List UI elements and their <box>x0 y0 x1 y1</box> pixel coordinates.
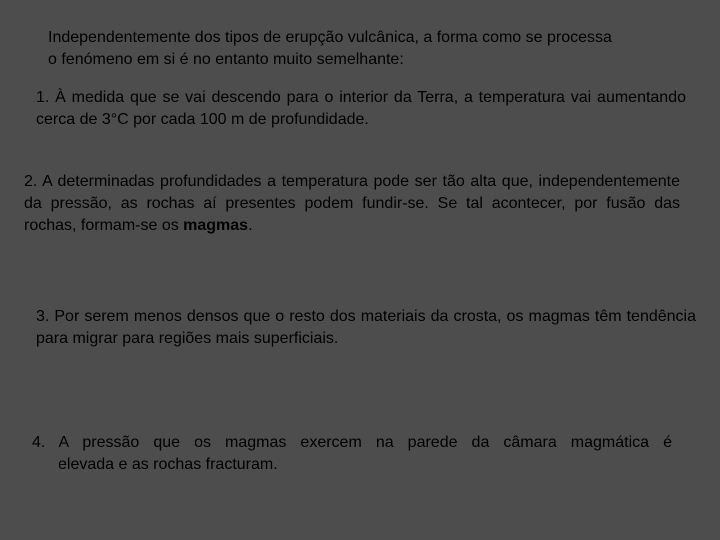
point-3: 3. Por serem menos densos que o resto dos materiais da crosta, os magmas têm tendência para migrar para regiões mais superficiais. <box>36 308 696 347</box>
intro-line-1: Independentemente dos tipos de erupção vulcânica, a forma como se processa <box>48 29 612 46</box>
intro-line-2: o fenómeno em si é no entanto muito semelhante: <box>48 51 404 68</box>
point-2-text: 2. A determinadas profundidades a temperatura pode ser tão alta que, independentemente da pressão, as rochas aí presentes podem fundir-se. Se tal acontecer, por fusão das rochas, formam-se os <box>24 173 680 234</box>
magmas-term: magmas <box>183 217 249 234</box>
point-4-line-2: elevada e as rochas fracturam. <box>58 456 278 473</box>
intro-paragraph <box>48 27 698 71</box>
point-4-line-1: 4. A pressão que os magmas exercem na parede da câmara magmática é <box>32 434 672 451</box>
point-4 <box>32 432 672 476</box>
point-1: 1. À medida que se vai descendo para o interior da Terra, a temperatura vai aumentando cerca de 3°C por cada 100 m de profundidade. <box>36 89 686 128</box>
point-2-end: . <box>248 217 253 234</box>
point-2 <box>24 171 680 237</box>
